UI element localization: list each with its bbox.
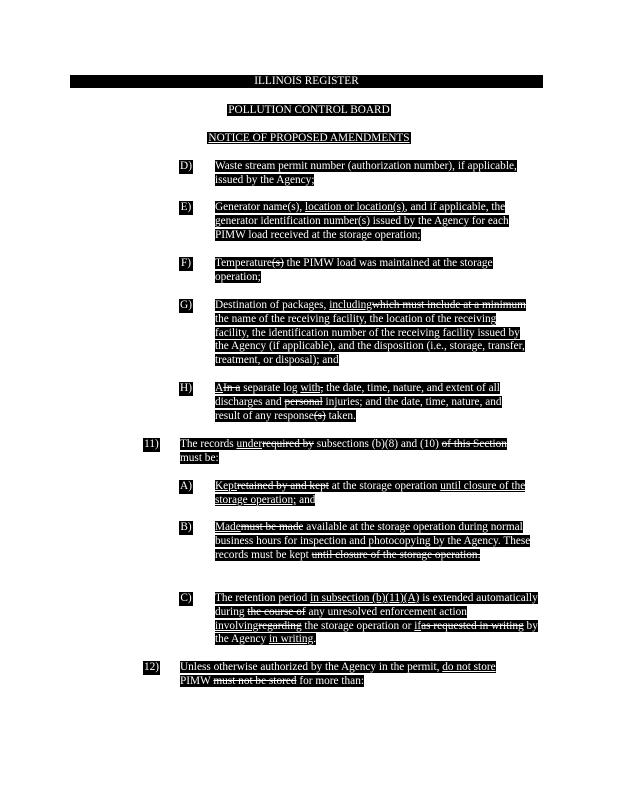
item-d-label: D)	[180, 160, 192, 172]
sub-b-text: Mademust be made available at the storage operation during normal business hours for inspection and photocopying by the Agency. These records must be kept until closure of the storage operation.	[215, 521, 531, 561]
sub-b-label: B)	[180, 521, 192, 533]
item-f-label: F)	[180, 257, 192, 269]
sub-a-text: Keptretained by and kept at the storage operation until closure of the storage operation; and	[215, 480, 526, 506]
register-title: ILLINOIS REGISTER	[254, 75, 359, 87]
item-12-label: 12)	[143, 661, 160, 673]
item-g-text: Destination of packages, includingwhich must include at a minimum the name of the receiving facility, the location of the receiving facility, the identification number of the receiving facility issued by the Agency (if applicable), and the disposition (i.e., storage, transfer, treatment, or disposal); and	[215, 299, 526, 367]
sub-a-label: A)	[180, 480, 192, 492]
item-g-label: G)	[180, 299, 192, 311]
notice-title: NOTICE OF PROPOSED AMENDMENTS	[208, 132, 410, 144]
item-12-text: Unless otherwise authorized by the Agency in the permit, do not store PIMW must not be stored for more than:	[180, 661, 496, 687]
item-11-text: The records underrequired by subsections (b)(8) and (10) of this Section must be:	[180, 438, 507, 464]
item-h-label: H)	[180, 382, 192, 394]
item-f-text: Temperature(s) the PIMW load was maintained at the storage operation;	[215, 257, 493, 283]
item-11-label: 11)	[144, 438, 159, 450]
sub-c-label: C)	[180, 592, 192, 604]
item-h-text: AIn a separate log with, the date, time, nature, and extent of all discharges and personal injuries; and the date, time, nature, and result of any response(s) taken.	[215, 382, 502, 422]
board-title: POLLUTION CONTROL BOARD	[228, 104, 390, 116]
item-e-text: Generator name(s), location or location(s), and if applicable, the generator identification number(s) issued by the Agency for each PIMW load received at the storage operation;	[215, 201, 509, 241]
item-e-label: E)	[180, 201, 192, 213]
item-d-text: Waste stream permit number (authorization number), if applicable, issued by the Agency;	[215, 160, 517, 186]
sub-c-text: The retention period in subsection (b)(11)(A) is extended automatically during the course of any unresolved enforcement action involvingregarding the storage operation or ifas requested in writing by the Agency in writing.	[215, 592, 538, 646]
